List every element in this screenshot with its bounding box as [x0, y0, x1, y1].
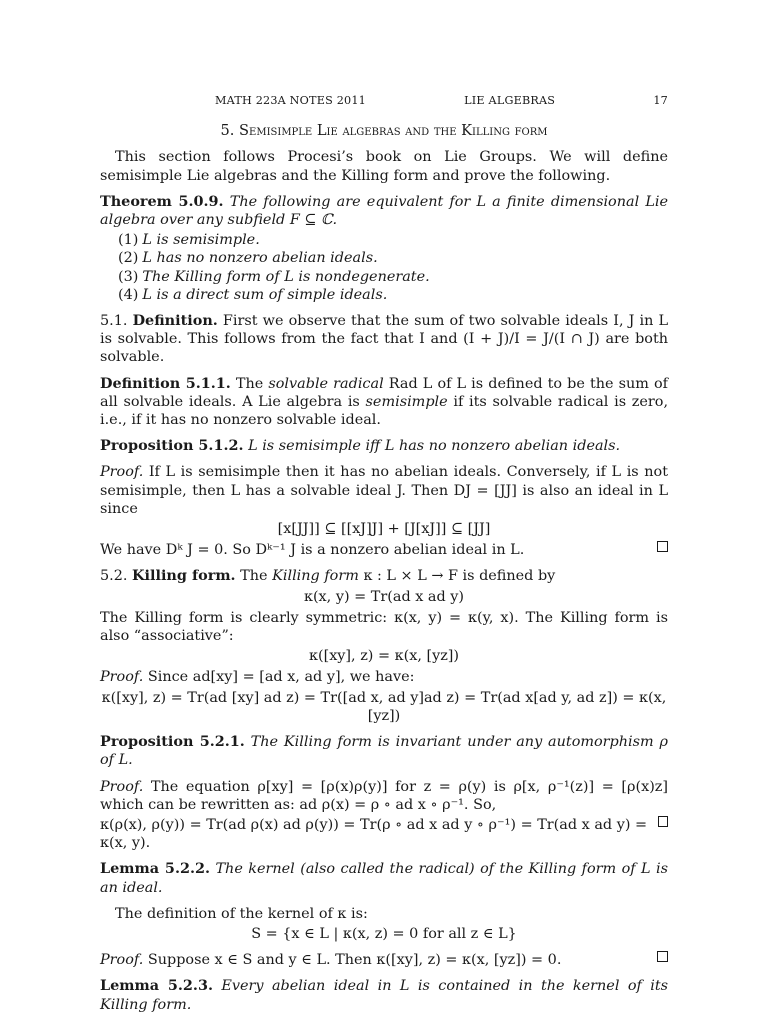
display-equation: κ(x, y) = Tr(ad x ad y): [303, 588, 465, 605]
page: [100, 92, 668, 1022]
list-item: (3) The Killing form of L is nondegenerate.: [118, 268, 430, 285]
proof-5-1-2: [100, 463, 668, 518]
list-item: (1) L is semisimple.: [118, 232, 260, 249]
term-semisimple: semisimple: [365, 393, 448, 410]
proposition-label: Proposition 5.2.1.: [100, 733, 245, 751]
theorem-label: Theorem 5.0.9.: [100, 192, 224, 210]
kernel-definition-text: The definition of the kernel of κ is:: [115, 905, 368, 922]
definition-5-1-1: [100, 375, 668, 430]
proof-text: Suppose x ∈ S and y ∈ L. Then κ([xy], z) = κ(x, [yz]) = 0.: [147, 952, 562, 969]
display-equation: [100, 689, 668, 725]
proposition-5-1-2: [100, 437, 668, 455]
proof-5-2-2: [100, 951, 668, 969]
running-header: [100, 92, 668, 110]
subsection-number: 5.1.: [100, 313, 128, 330]
term-killing-form: Killing form: [272, 568, 359, 585]
proof-text: We have Dᵏ J = 0. So Dᵏ⁻¹ J is a nonzero abelian ideal in L.: [100, 542, 525, 559]
proof-label: Proof.: [100, 952, 144, 969]
definition-text: Rad L of L is defined to be the sum of all solvable ideals. A Lie algebra is: [100, 375, 669, 410]
display-equation: κ([xy], z) = κ(x, [yz]): [308, 648, 460, 665]
proposition-5-2-1: [100, 733, 668, 769]
lemma-statement: Every abelian ideal in L is contained in the kernel of its Killing form.: [100, 978, 668, 1013]
subsection-number: 5.2.: [100, 568, 128, 585]
lemma-statement: The kernel (also called the radical) of the Killing form of L is an ideal.: [100, 861, 668, 896]
definition-text: The: [235, 375, 264, 392]
qed-box-icon: [658, 816, 668, 827]
proof-label: Proof.: [100, 464, 144, 481]
proposition-statement: The Killing form is invariant under any automorphism ρ of L.: [100, 734, 668, 769]
proof-text: The equation ρ[xy] = [ρ(x)ρ(y)] for z = ρ(y) is ρ[x, ρ⁻¹(z)] = [ρ(x)z] which can be rewritten as: ad ρ(x) = ρ ∘ ad x ∘ ρ⁻¹. So,: [100, 778, 669, 813]
definition-label: Definition 5.1.1.: [100, 374, 231, 392]
header-topic: LIE ALGEBRAS: [464, 94, 556, 107]
list-item: (4) L is a direct sum of simple ideals.: [118, 286, 388, 303]
lemma-label: Lemma 5.2.3.: [100, 977, 213, 995]
display-equation: S = {x ∈ L | κ(x, z) = 0 for all z ∈ L}: [251, 925, 517, 942]
subsection-text: First we observe that the sum of two solvable ideals I, J in L is solvable. This follows from the fact that I and (I + J)/I = J/(I ∩ J) are both solvable.: [100, 313, 669, 366]
subsection-heading: Definition.: [132, 312, 218, 330]
proof-text: If L is semisimple then it has no abelian ideals. Conversely, if L is not semisimple, then L has a solvable ideal J. Then DJ = [JJ] is also an ideal in L since: [100, 464, 668, 517]
lemma-5-2-2: [100, 860, 668, 896]
proof-associativity: [100, 668, 668, 686]
subsection-5-2: [100, 567, 668, 585]
lemma-5-2-3: [100, 977, 668, 1013]
theorem-conditions-list: [118, 231, 668, 304]
display-equation: [x[JJ]] ⊆ [[xJ]J] + [J[xJ]] ⊆ [JJ]: [277, 521, 491, 538]
subsection-heading: Killing form.: [132, 567, 236, 585]
proof-ending: [100, 541, 668, 559]
symmetric-paragraph: The Killing form is clearly symmetric: κ(x, y) = κ(y, x). The Killing form is also “associative”:: [100, 609, 668, 645]
section-title: 5. Semisimple Lie algebras and the Killing form: [220, 122, 548, 140]
equation-text: κ(ρ(x), ρ(y)) = Tr(ad ρ(x) ad ρ(y)) = Tr(ρ ∘ ad x ad y ∘ ρ⁻¹) = Tr(ad x ad y) = κ(x, y).: [100, 816, 648, 852]
proof-text: Since ad[xy] = [ad x, ad y], we have:: [147, 669, 415, 686]
theorem-5-0-9: [100, 193, 668, 229]
header-course: MATH 223A NOTES 2011: [215, 94, 366, 107]
page-number: 17: [653, 94, 668, 107]
display-equation: [100, 816, 668, 852]
lemma-label: Lemma 5.2.2.: [100, 860, 210, 878]
qed-box-icon: [657, 951, 668, 962]
equation-text: κ([xy], z) = Tr(ad [xy] ad z) = Tr([ad x, ad y]ad z) = Tr(ad x[ad y, ad z]) = κ(x, [yz]): [101, 689, 667, 724]
proof-label: Proof.: [100, 669, 144, 686]
subsection-5-1: [100, 312, 668, 367]
proof-5-2-1: [100, 778, 668, 814]
list-item: (2) L has no nonzero abelian ideals.: [118, 250, 378, 267]
intro-paragraph: This section follows Procesi’s book on Lie Groups. We will define semisimple Lie algebras and the Killing form and prove the following.: [100, 149, 668, 184]
theorem-statement: The following are equivalent for L a finite dimensional Lie algebra over any subfield F ⊆ ℂ.: [100, 193, 668, 229]
qed-box-icon: [657, 541, 668, 552]
subsection-text: The: [240, 568, 268, 585]
proposition-statement: L is semisimple iff L has no nonzero abelian ideals.: [248, 438, 621, 455]
proposition-label: Proposition 5.1.2.: [100, 437, 244, 455]
term-solvable-radical: solvable radical: [268, 375, 384, 392]
definition-text: if its solvable radical is zero, i.e., if it has no nonzero solvable ideal.: [100, 393, 669, 429]
proof-label: Proof.: [100, 778, 144, 795]
subsection-text: κ : L × L → F is defined by: [363, 568, 556, 585]
